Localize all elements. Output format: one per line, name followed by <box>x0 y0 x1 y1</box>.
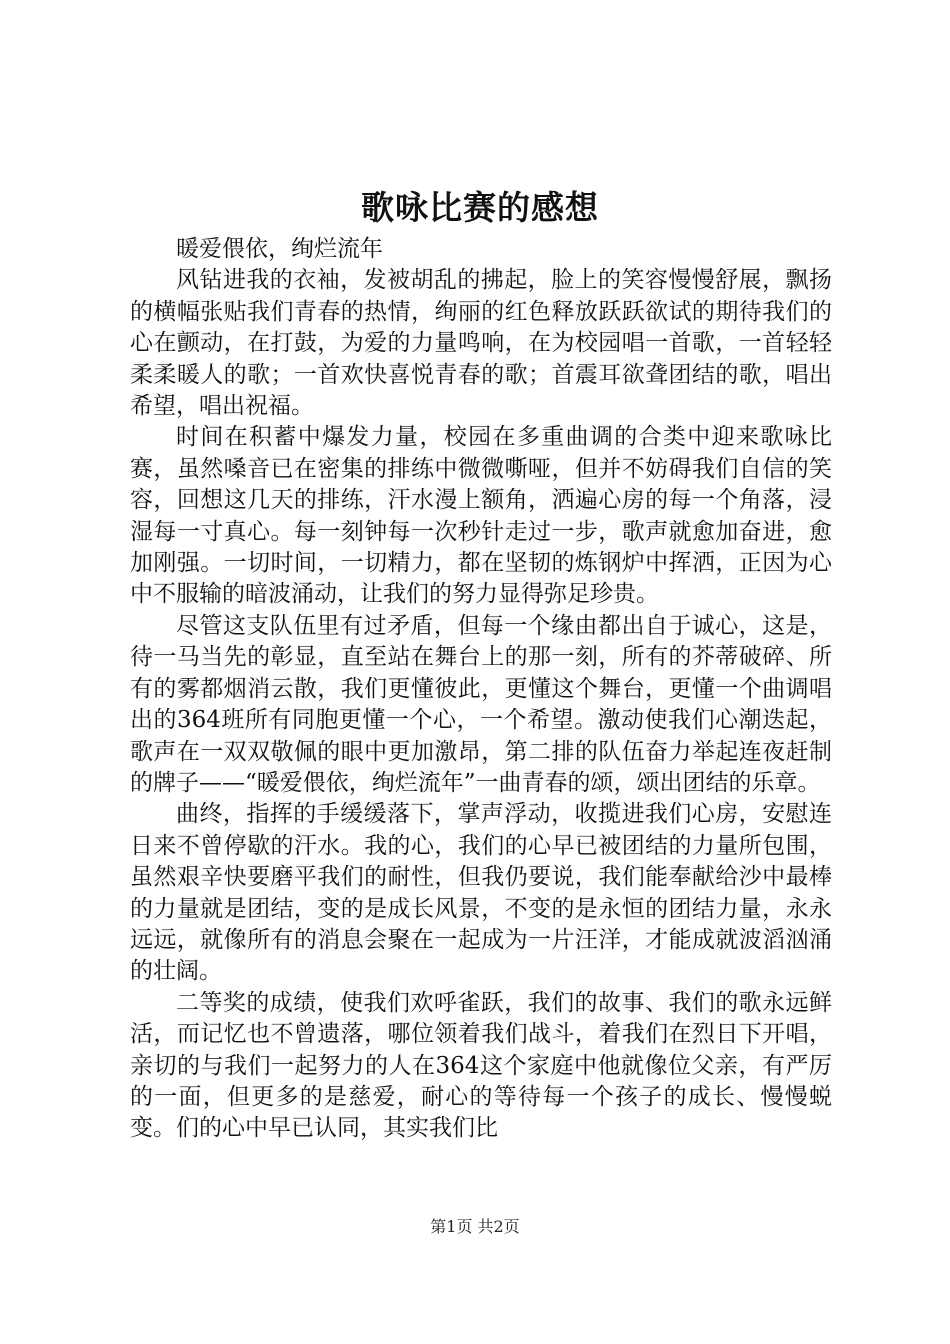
paragraph: 时间在积蓄中爆发力量，校园在多重曲调的合类中迎来歌咏比赛，虽然嗓音已在密集的排练中微微嘶哑，但并不妨碍我们自信的笑容，回想这几天的排练，汗水漫上额角，洒遍心房的每一个角落，浸湿每一寸真心。每一刻钟每一次秒针走过一步，歌声就愈加奋进，愈加刚强。一切时间，一切精力，都在坚韧的炼钢炉中挥洒，正因为心中不服输的暗波涌动，让我们的努力显得弥足珍贵。 <box>130 424 832 608</box>
document-body <box>130 234 832 1145</box>
paragraph-subtitle: 暖爱偎依，绚烂流年 <box>176 236 383 262</box>
paragraph: 二等奖的成绩，使我们欢呼雀跃，我们的故事、我们的歌永远鲜活，而记忆也不曾遗落，哪位领着我们战斗，着我们在烈日下开唱，亲切的与我们一起努力的人在364这个家庭中他就像位父亲，有严厉的一面，但更多的是慈爱，耐心的等待每一个孩子的成长、慢慢蜕变。们的心中早已认同，其实我们比 <box>130 989 832 1142</box>
paragraph: 曲终，指挥的手缓缓落下，掌声浮动，收揽进我们心房，安慰连日来不曾停歇的汗水。我的心，我们的心早已被团结的力量所包围，虽然艰辛快要磨平我们的耐性，但我仍要说，我们能奉献给沙中最棒的力量就是团结，变的是成长风景，不变的是永恒的团结力量，永永远远，就像所有的消息会聚在一起成为一片汪洋，才能成就波滔汹涌的壮阔。 <box>130 801 832 985</box>
document-title: 歌咏比赛的感想 <box>361 188 599 227</box>
page-footer: 第1页 共2页 <box>430 1217 520 1236</box>
paragraph: 尽管这支队伍里有过矛盾，但每一个缘由都出自于诚心，这是，待一马当先的彰显，直至站在舞台上的那一刻，所有的芥蒂破碎、所有的雾都烟消云散，我们更懂彼此，更懂这个舞台，更懂一个曲调唱出的364班所有同胞更懂一个心，一个希望。激动使我们心潮迭起，歌声在一双双敬佩的眼中更加激昂，第二排的队伍奋力举起连夜赶制的牌子——“暖爱偎依，绚烂流年”一曲青春的颂，颂出团结的乐章。 <box>130 612 832 796</box>
paragraph: 风钻进我的衣袖，发被胡乱的拂起，脸上的笑容慢慢舒展，飘扬的横幅张贴我们青春的热情，绚丽的红色释放跃跃欲试的期待我们的心在颤动，在打鼓，为爱的力量鸣响，在为校园唱一首歌，一首轻轻柔柔暖人的歌；一首欢快喜悦青春的歌；首震耳欲聋团结的歌，唱出希望，唱出祝福。 <box>130 267 832 420</box>
